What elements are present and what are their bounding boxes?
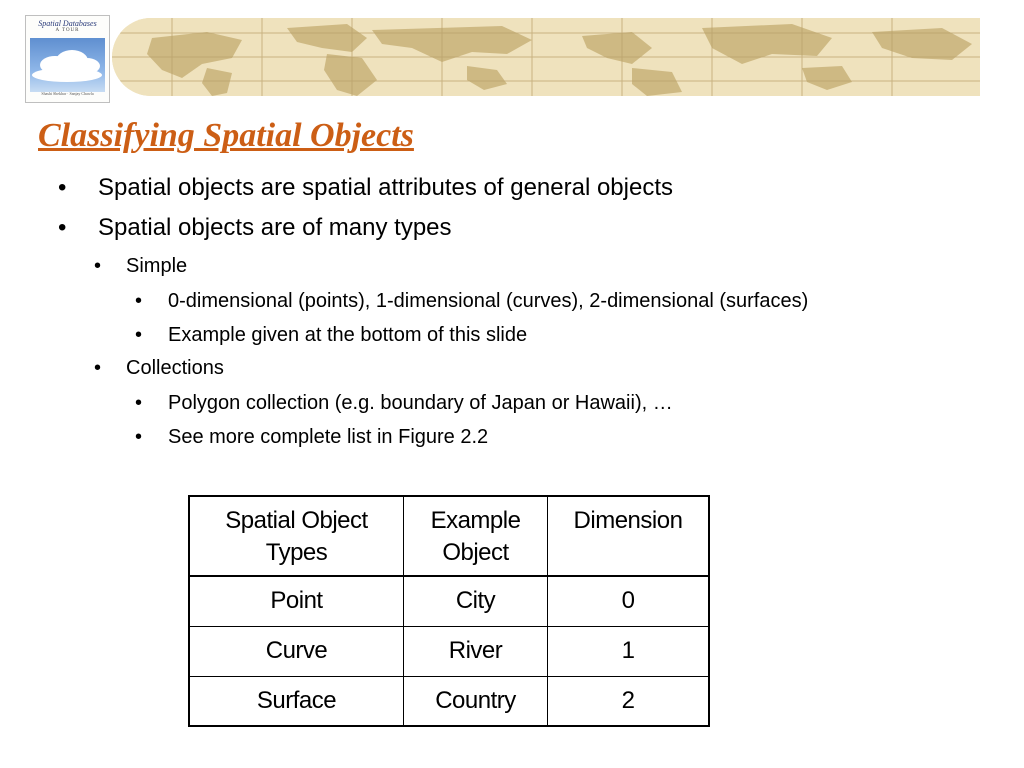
table-cell: Point: [189, 576, 404, 626]
sub-sub-bullet-text: Polygon collection (e.g. boundary of Japan or Hawaii), …: [168, 392, 673, 414]
table-header-cell: Spatial Object Types: [189, 496, 404, 576]
table-header-cell: Dimension: [548, 496, 710, 576]
sub-sub-bullet-text: Example given at the bottom of this slide: [168, 324, 528, 346]
sub-sub-bullet-text: 0-dimensional (points), 1-dimensional (curves), 2-dimensional (surfaces): [168, 290, 809, 312]
book-cover-image: [25, 15, 110, 103]
bullet-icon: •: [135, 426, 143, 448]
table-cell: City: [404, 576, 548, 626]
bullet-icon: •: [94, 255, 102, 277]
table-cell: 0: [548, 576, 710, 626]
table-row: [189, 576, 709, 626]
bullet-icon: •: [58, 174, 67, 201]
bullet-icon: •: [135, 324, 143, 346]
cloud-sky-picture: [30, 38, 105, 92]
bullet-text: Spatial objects are of many types: [98, 214, 452, 241]
bullet-icon: •: [58, 214, 67, 241]
slide-title: Classifying Spatial Objects: [38, 117, 414, 154]
world-map-banner: [112, 18, 980, 96]
bullet-icon: •: [135, 290, 143, 312]
book-cover-title: Spatial Databases: [38, 19, 97, 28]
book-cover-subtitle: A TOUR: [55, 28, 80, 33]
world-map-icon: [112, 18, 980, 96]
sub-sub-bullet-text: See more complete list in Figure 2.2: [168, 426, 489, 448]
table-cell: River: [404, 626, 548, 676]
table-header-row: [189, 496, 709, 576]
spatial-object-types-table: [188, 495, 710, 727]
bullet-icon: •: [94, 357, 102, 379]
table-cell: 1: [548, 626, 710, 676]
bullet-text: Spatial objects are spatial attributes of general objects: [98, 174, 674, 201]
sub-bullet-text: Collections: [126, 357, 224, 379]
table-cell: Country: [404, 676, 548, 726]
table-cell: Curve: [189, 626, 404, 676]
sub-bullet-text: Simple: [126, 255, 188, 277]
book-cover-authors: Shashi Shekhar · Sanjay Chawla: [41, 91, 94, 96]
table-header-cell: Example Object: [404, 496, 548, 576]
table-row: [189, 626, 709, 676]
table-row: [189, 676, 709, 726]
table-cell: Surface: [189, 676, 404, 726]
table-cell: 2: [548, 676, 710, 726]
bullet-icon: •: [135, 392, 143, 414]
